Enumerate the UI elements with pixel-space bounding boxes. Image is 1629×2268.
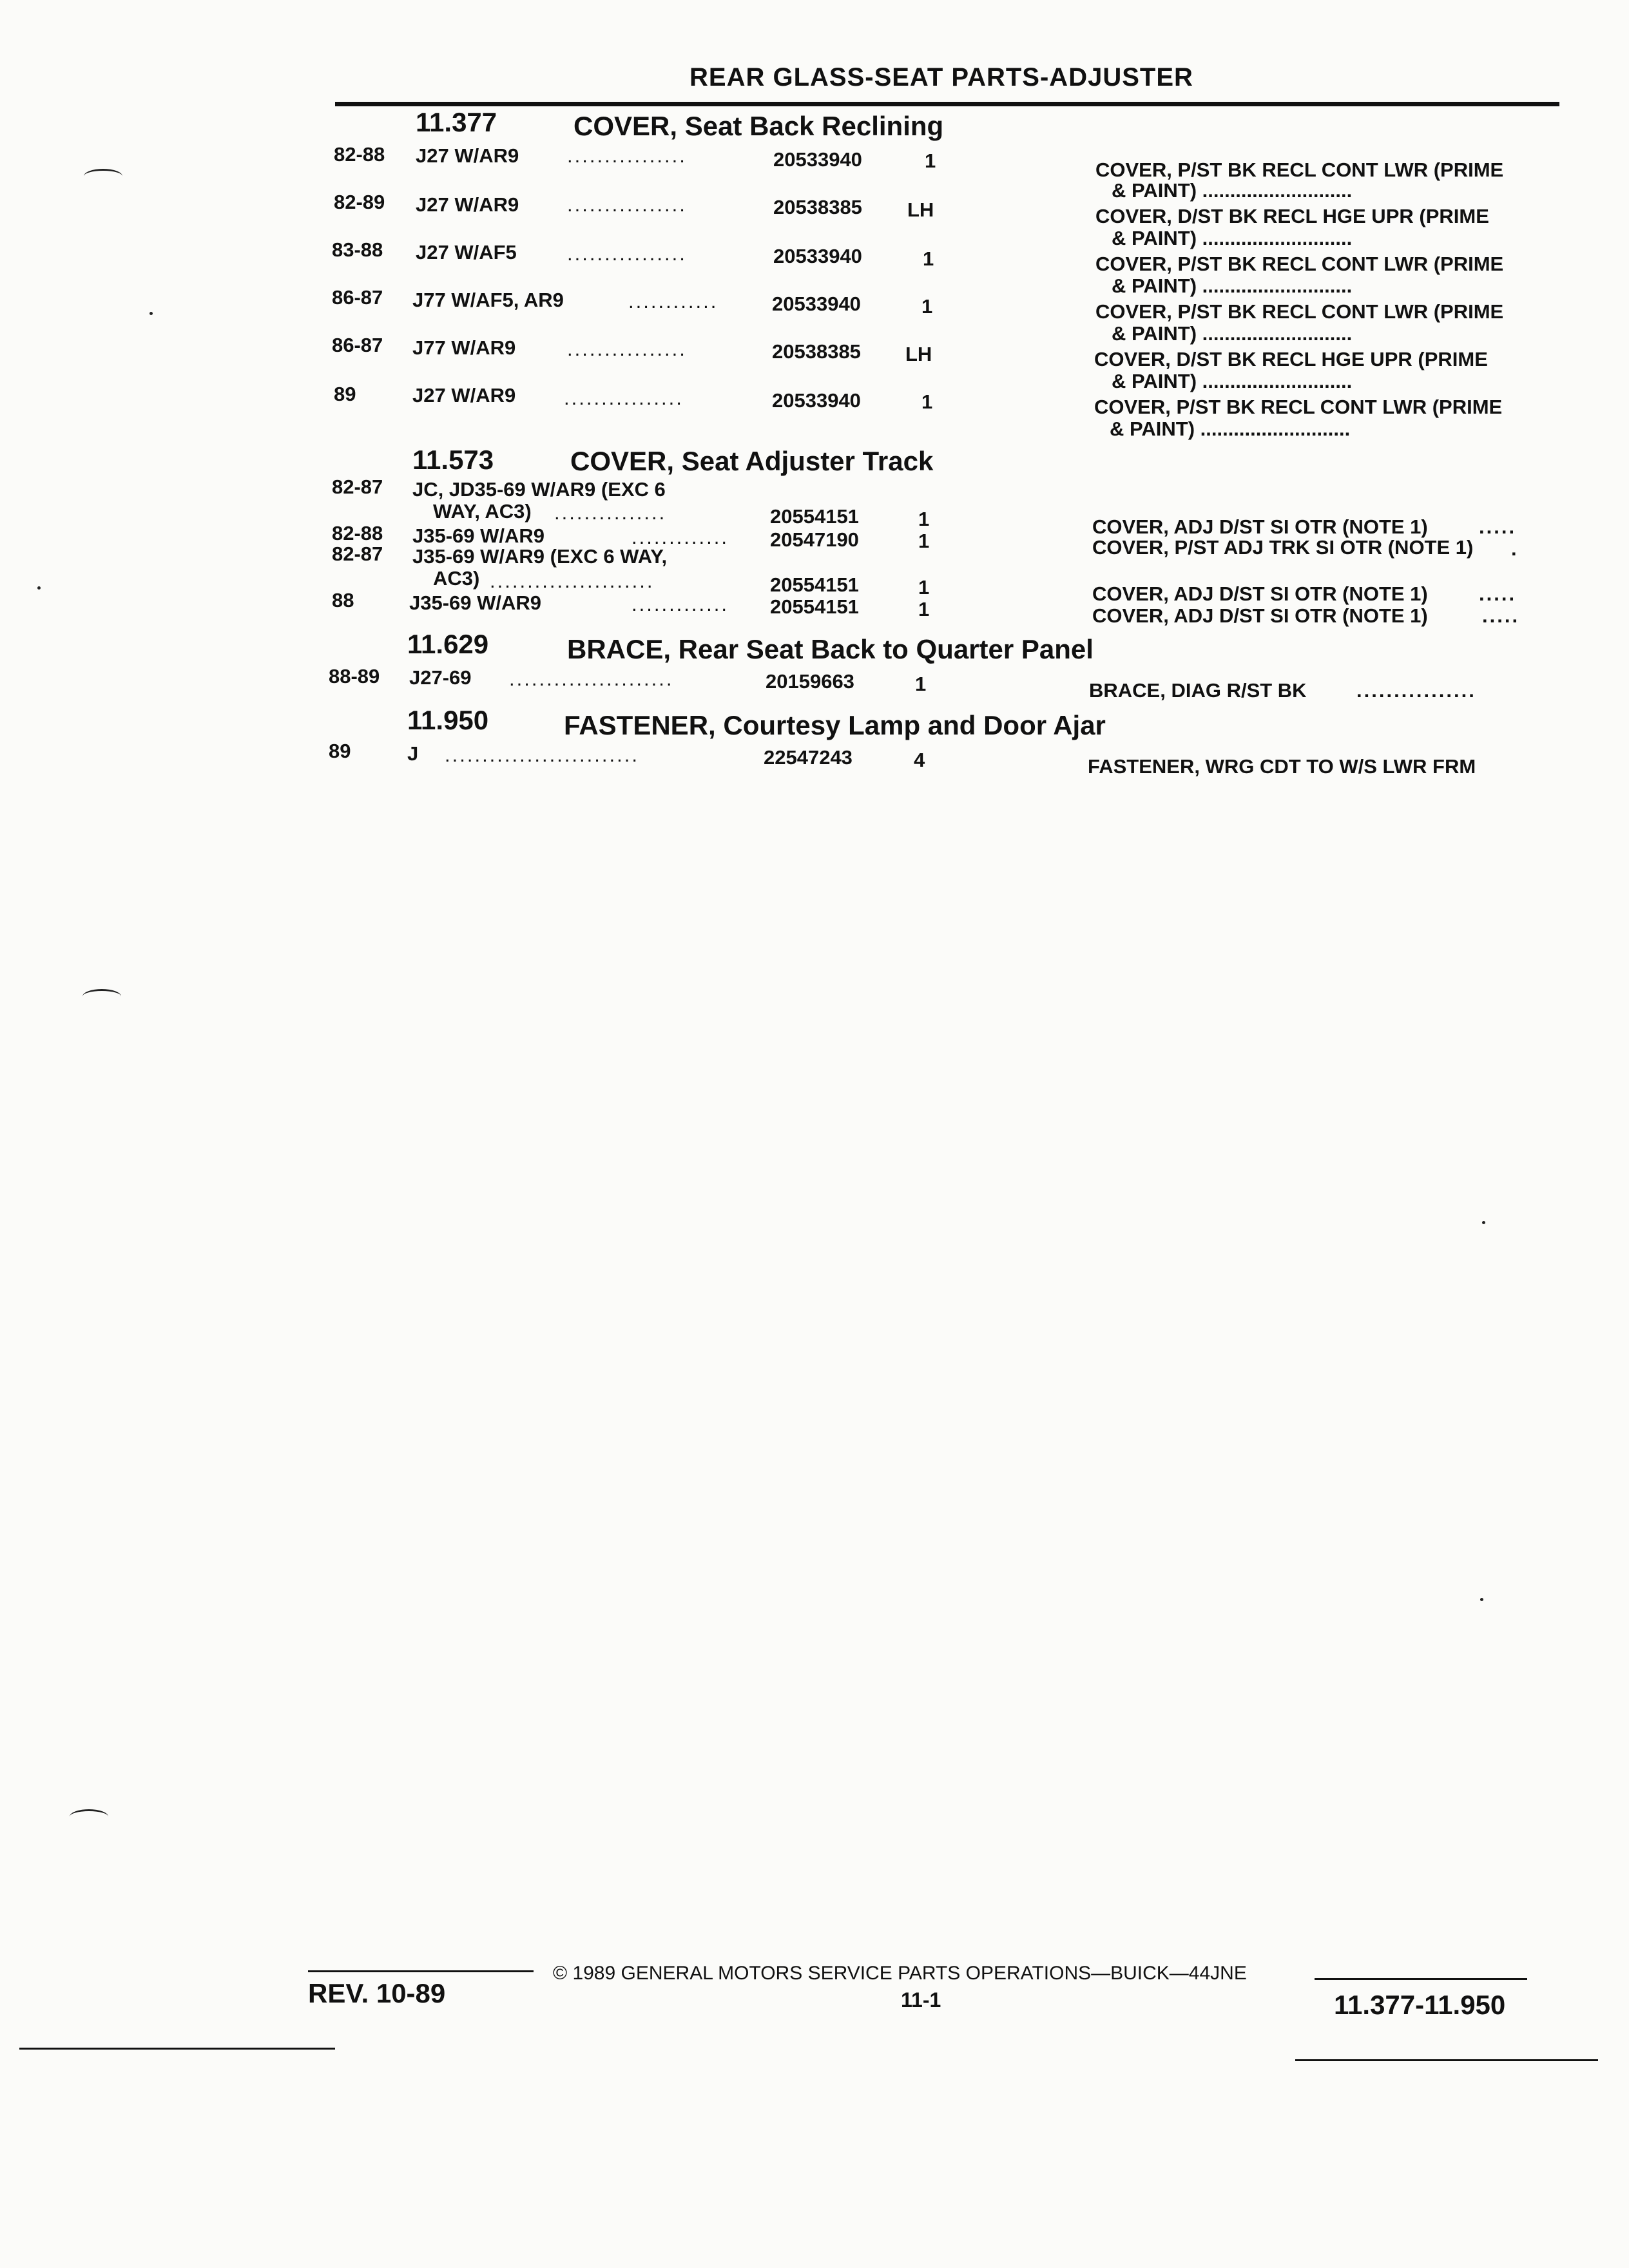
years: 82-87 <box>332 476 383 498</box>
section-number: 11.377 <box>416 107 497 137</box>
part-number: 20533940 <box>773 245 862 267</box>
header-rule <box>335 102 1559 106</box>
quantity: LH <box>905 343 932 365</box>
leader-dots: ..... <box>1482 604 1520 627</box>
description: COVER, P/ST BK RECL CONT LWR (PRIME <box>1095 159 1504 181</box>
footer-rule-right <box>1315 1978 1527 1980</box>
years: 89 <box>329 740 351 762</box>
quantity: 1 <box>925 149 936 172</box>
years: 86-87 <box>332 286 383 309</box>
application: J <box>407 742 419 765</box>
description: FASTENER, WRG CDT TO W/S LWR FRM <box>1088 755 1476 778</box>
description-cont: & PAINT) ........................... <box>1110 418 1351 440</box>
binding-mark <box>84 169 122 184</box>
part-number: 20554151 <box>770 595 859 618</box>
part-number: 20538385 <box>772 340 861 363</box>
part-number: 20554151 <box>770 573 859 596</box>
leader-dots: . <box>1511 537 1519 560</box>
leader-dots: .......................... <box>445 744 639 766</box>
description-cont: & PAINT) ........................... <box>1112 274 1353 297</box>
section-range: 11.377-11.950 <box>1334 1990 1506 2020</box>
description: COVER, P/ST BK RECL CONT LWR (PRIME <box>1095 253 1504 275</box>
application: J35-69 W/AR9 <box>412 524 545 547</box>
part-number: 20533940 <box>772 293 861 315</box>
leader-dots: ............. <box>631 526 729 548</box>
description: BRACE, DIAG R/ST BK <box>1089 679 1307 702</box>
description: COVER, ADJ D/ST SI OTR (NOTE 1) <box>1092 515 1428 538</box>
leader-dots: ................ <box>567 144 687 167</box>
application: J77 W/AF5, AR9 <box>412 289 564 311</box>
section-number: 11.573 <box>412 445 494 475</box>
leader-dots: ..... <box>1479 515 1517 538</box>
application-cont: WAY, AC3) <box>433 500 532 523</box>
description: COVER, D/ST BK RECL HGE UPR (PRIME <box>1095 205 1489 227</box>
application: J35-69 W/AR9 <box>409 591 542 614</box>
years: 82-87 <box>332 543 383 565</box>
years: 88-89 <box>329 665 380 687</box>
leader-dots: ................ <box>567 338 687 360</box>
leader-dots: ................ <box>567 193 687 216</box>
description-cont: & PAINT) ........................... <box>1112 227 1353 249</box>
part-number: 20554151 <box>770 505 859 528</box>
years: 82-89 <box>334 191 385 213</box>
section-title: BRACE, Rear Seat Back to Quarter Panel <box>567 634 1094 664</box>
speck <box>149 312 153 315</box>
section-number: 11.950 <box>407 705 489 735</box>
application: J27 W/AF5 <box>416 241 517 264</box>
description-cont: & PAINT) ........................... <box>1112 370 1353 392</box>
quantity: 1 <box>923 247 934 270</box>
part-number: 22547243 <box>764 746 853 769</box>
page-number: 11-1 <box>901 1988 941 2012</box>
copyright: © 1989 GENERAL MOTORS SERVICE PARTS OPERATIONS—BUICK—44JNE <box>553 1963 1247 1984</box>
years: 89 <box>334 383 356 405</box>
quantity: 1 <box>918 598 930 620</box>
quantity: 1 <box>918 530 930 552</box>
quantity: 1 <box>921 295 933 318</box>
leader-dots: ...................... <box>509 668 674 690</box>
speck <box>1480 1598 1483 1601</box>
part-number: 20533940 <box>773 148 862 171</box>
application: J35-69 W/AR9 (EXC 6 WAY, <box>412 545 668 568</box>
description: COVER, D/ST BK RECL HGE UPR (PRIME <box>1094 348 1488 370</box>
bottom-rule-right <box>1295 2059 1598 2061</box>
leader-dots: ............ <box>628 290 718 312</box>
leader-dots: ...................... <box>490 570 655 592</box>
footer-rule-left <box>308 1970 534 1972</box>
quantity: 4 <box>914 749 925 771</box>
speck <box>37 586 41 590</box>
description: COVER, P/ST BK RECL CONT LWR (PRIME <box>1094 396 1503 418</box>
description-cont: & PAINT) ........................... <box>1112 179 1353 202</box>
part-number: 20538385 <box>773 196 862 218</box>
quantity: 1 <box>921 390 933 413</box>
page-title: REAR GLASS-SEAT PARTS-ADJUSTER <box>689 63 1193 91</box>
quantity: 1 <box>915 673 927 695</box>
quantity: 1 <box>918 576 930 599</box>
part-number: 20159663 <box>766 670 854 693</box>
years: 86-87 <box>332 334 383 356</box>
leader-dots: ................ <box>564 387 684 409</box>
description: COVER, P/ST BK RECL CONT LWR (PRIME <box>1095 300 1504 323</box>
bottom-rule-left <box>19 2048 335 2050</box>
speck <box>1482 1221 1485 1224</box>
part-number: 20533940 <box>772 389 861 412</box>
quantity: LH <box>907 198 934 221</box>
leader-dots: ............. <box>631 593 729 615</box>
application: J27 W/AR9 <box>416 193 519 216</box>
application: JC, JD35-69 W/AR9 (EXC 6 <box>412 478 666 501</box>
description: COVER, ADJ D/ST SI OTR (NOTE 1) <box>1092 582 1428 605</box>
section-number: 11.629 <box>407 629 489 659</box>
part-number: 20547190 <box>770 528 859 551</box>
description: COVER, P/ST ADJ TRK SI OTR (NOTE 1) <box>1092 536 1474 559</box>
years: 88 <box>332 589 354 611</box>
application-cont: AC3) <box>433 567 480 590</box>
binding-mark <box>82 989 121 1004</box>
section-title: FASTENER, Courtesy Lamp and Door Ajar <box>564 710 1106 740</box>
leader-dots: ..... <box>1479 582 1517 605</box>
leader-dots: ................ <box>1356 679 1476 702</box>
years: 82-88 <box>332 522 383 544</box>
revision-label: REV. 10-89 <box>308 1978 446 2008</box>
years: 83-88 <box>332 238 383 261</box>
binding-mark <box>70 1809 108 1824</box>
quantity: 1 <box>918 508 930 530</box>
section-title: COVER, Seat Adjuster Track <box>570 446 934 476</box>
application: J27-69 <box>409 666 472 689</box>
application: J27 W/AR9 <box>416 144 519 167</box>
leader-dots: ................ <box>567 242 687 265</box>
leader-dots: ............... <box>554 501 667 524</box>
application: J77 W/AR9 <box>412 336 516 359</box>
application: J27 W/AR9 <box>412 384 516 407</box>
section-title: COVER, Seat Back Reclining <box>574 111 944 141</box>
description: COVER, ADJ D/ST SI OTR (NOTE 1) <box>1092 604 1428 627</box>
description-cont: & PAINT) ........................... <box>1112 322 1353 345</box>
years: 82-88 <box>334 143 385 166</box>
